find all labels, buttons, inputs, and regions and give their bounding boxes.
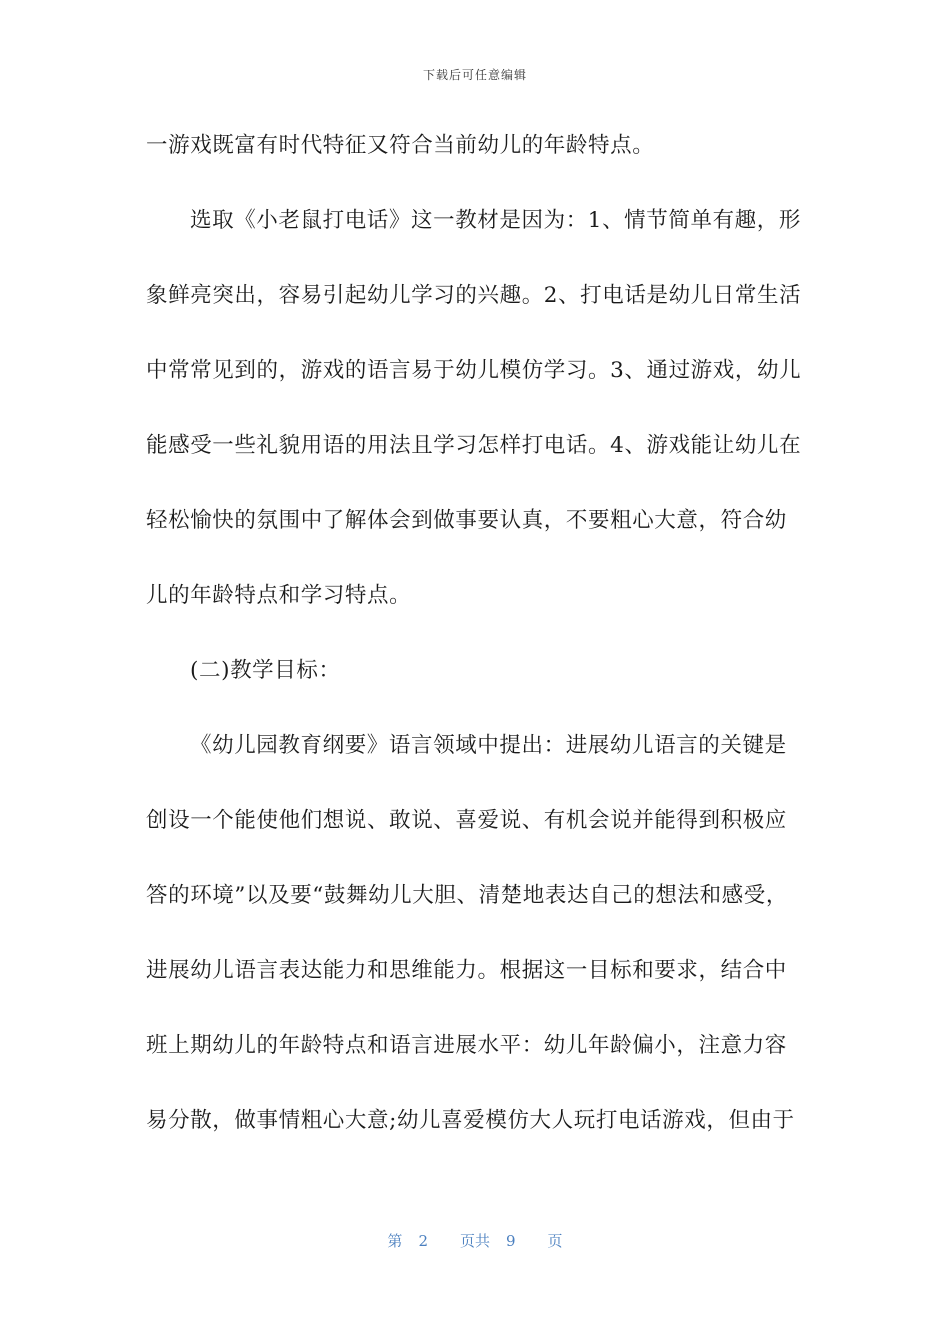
body-line-14: 易分散，做事情粗心大意;幼儿喜爱模仿大人玩打电话游戏，但由于 (146, 1108, 795, 1133)
footer-current-page: 2 (418, 1232, 428, 1250)
body-line-10: 创设一个能使他们想说、敢说、喜爱说、有机会说并能得到积极应 (146, 808, 787, 833)
body-line-12: 进展幼儿语言表达能力和思维能力。根据这一目标和要求，结合中 (146, 958, 787, 983)
footer-suffix: 页 (547, 1232, 563, 1250)
body-line-1: 一游戏既富有时代特征又符合当前幼儿的年龄特点。 (146, 133, 655, 158)
body-line-9: 《幼儿园教育纲要》语言领域中提出：进展幼儿语言的关键是 (190, 733, 787, 758)
body-line-6: 轻松愉快的氛围中了解体会到做事要认真，不要粗心大意，符合幼 (146, 508, 787, 533)
body-line-11: 答的环境”以及要“鼓舞幼儿大胆、清楚地表达自己的想法和感受， (146, 883, 788, 908)
body-line-4: 中常常见到的，游戏的语言易于幼儿模仿学习。3、通过游戏，幼儿 (146, 358, 802, 383)
body-line-5: 能感受一些礼貌用语的用法且学习怎样打电话。4、游戏能让幼儿在 (146, 433, 802, 458)
body-line-2: 选取《小老鼠打电话》这一教材是因为：1、情节简单有趣，形 (190, 208, 801, 233)
footer-total-pages: 9 (506, 1232, 516, 1250)
footer-prefix: 第 (387, 1232, 403, 1250)
page-header: 下载后可任意编辑 (422, 68, 527, 82)
section-heading: (二)教学目标： (190, 658, 341, 683)
body-line-3: 象鲜亮突出，容易引起幼儿学习的兴趣。2、打电话是幼儿日常生活 (146, 283, 802, 308)
body-line-7: 儿的年龄特点和学习特点。 (146, 583, 412, 608)
body-line-13: 班上期幼儿的年龄特点和语言进展水平：幼儿年龄偏小，注意力容 (146, 1033, 787, 1058)
footer-middle: 页共 (459, 1232, 490, 1250)
page-footer (0, 1230, 950, 1251)
